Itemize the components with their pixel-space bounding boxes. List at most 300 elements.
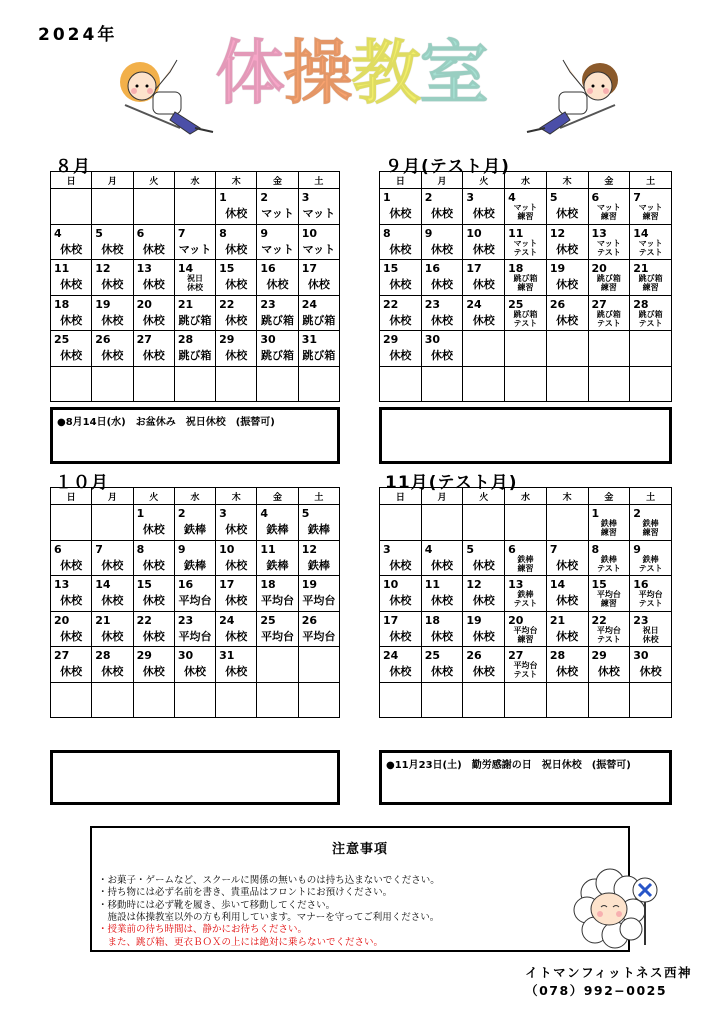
calendar-day-cell bbox=[463, 540, 505, 576]
day-event: 休校 bbox=[142, 594, 165, 607]
day-event: 休校 bbox=[597, 665, 620, 678]
day-event: 鉄棒 テスト bbox=[638, 554, 663, 573]
calendar-day-cell bbox=[380, 611, 422, 647]
day-event: 休校 bbox=[142, 558, 165, 572]
day-number: 5 bbox=[301, 507, 310, 520]
calendar-day-cell bbox=[463, 295, 505, 331]
calendar-week-row bbox=[380, 224, 672, 260]
calendar-week-row bbox=[380, 540, 672, 576]
weekday-header-row bbox=[380, 488, 672, 505]
calendar-day-cell bbox=[133, 505, 174, 541]
caution-item-warning: また、跳び箱、更衣ＢＯＸの上には絶対に乗らないでください。 bbox=[98, 936, 384, 948]
day-number: 4 bbox=[54, 226, 62, 240]
caution-item: ・持ち物には必ず名前を書き、貴重品はフロントにお預けください。 bbox=[98, 887, 393, 899]
calendar-day-cell bbox=[380, 331, 422, 367]
day-number: 6 bbox=[136, 226, 145, 240]
calendar-day-cell bbox=[463, 224, 505, 260]
calendar-day-cell bbox=[588, 295, 630, 331]
day-number: 28 bbox=[549, 649, 566, 662]
calendar-day-cell bbox=[421, 189, 463, 225]
day-number: 3 bbox=[466, 191, 475, 204]
day-number: 8 bbox=[219, 226, 227, 240]
day-event: マット bbox=[178, 242, 212, 256]
calendar-day-cell bbox=[463, 611, 505, 647]
calendar-empty-cell bbox=[216, 366, 257, 402]
day-number: 25 bbox=[260, 613, 276, 627]
day-event: マット テスト bbox=[638, 238, 663, 257]
calendar-week-row bbox=[380, 295, 672, 331]
girl-exercising-illustration bbox=[105, 50, 215, 135]
calendar-october bbox=[50, 487, 340, 718]
calendar-week-row bbox=[51, 576, 340, 612]
day-event: 跳び箱 テスト bbox=[638, 309, 663, 328]
calendar-day-cell bbox=[630, 505, 672, 541]
calendar-week-row bbox=[51, 505, 340, 541]
day-number: 24 bbox=[219, 613, 235, 627]
weekday-header: 火 bbox=[463, 172, 505, 189]
day-event: 平均台 テスト bbox=[513, 661, 538, 680]
day-event: 鉄棒 練習 bbox=[642, 519, 659, 538]
day-event: 休校 bbox=[142, 523, 165, 536]
day-number: 28 bbox=[633, 297, 649, 311]
month-title-august: ８月 bbox=[55, 157, 91, 177]
calendar-week-row bbox=[51, 611, 340, 647]
calendar-day-cell bbox=[505, 540, 547, 576]
day-number: 23 bbox=[260, 297, 276, 311]
calendar-day-cell bbox=[174, 540, 215, 576]
day-number: 16 bbox=[424, 262, 441, 275]
day-event: 休校 bbox=[389, 313, 412, 327]
day-event: 平均台 テスト bbox=[596, 625, 621, 644]
calendar-empty-cell bbox=[588, 366, 630, 402]
day-number: 17 bbox=[466, 262, 482, 275]
calendar-week-row bbox=[380, 505, 672, 541]
calendar-day-cell bbox=[174, 331, 215, 367]
day-event: 休校 bbox=[472, 278, 495, 291]
calendar-day-cell bbox=[133, 647, 174, 683]
day-number: 9 bbox=[177, 542, 186, 556]
day-number: 15 bbox=[136, 578, 152, 591]
day-number: 25 bbox=[508, 297, 524, 311]
day-number: 10 bbox=[301, 226, 317, 240]
day-number: 12 bbox=[301, 542, 317, 556]
calendar-day-cell bbox=[257, 189, 298, 225]
calendar-empty-cell bbox=[257, 647, 298, 683]
caution-item: 施設は体操教室以外の方も利用しています。マナーを守ってご利用ください。 bbox=[98, 912, 440, 924]
day-number: 2 bbox=[633, 507, 641, 520]
calendar-day-cell bbox=[174, 260, 215, 296]
calendar-day-cell bbox=[546, 611, 588, 647]
day-event: 休校 bbox=[639, 665, 662, 678]
calendar-day-cell bbox=[630, 611, 672, 647]
day-event: 休校 bbox=[142, 313, 165, 327]
weekday-header: 月 bbox=[421, 172, 463, 189]
calendar-day-cell bbox=[174, 224, 215, 260]
day-number: 18 bbox=[260, 578, 276, 591]
day-event: 休校 bbox=[472, 207, 495, 220]
day-event: マット テスト bbox=[597, 238, 621, 257]
day-event: 休校 bbox=[389, 558, 412, 572]
day-number: 29 bbox=[591, 649, 607, 662]
calendar-empty-cell bbox=[546, 331, 588, 367]
day-event: 休校 bbox=[389, 629, 412, 643]
weekday-header: 土 bbox=[630, 488, 672, 505]
calendar-day-cell bbox=[505, 295, 547, 331]
day-event: 鉄棒 bbox=[183, 558, 206, 572]
weekday-header: 日 bbox=[380, 488, 422, 505]
calendar-day-cell bbox=[216, 189, 257, 225]
day-number: 17 bbox=[219, 578, 235, 591]
day-event: 跳び箱 bbox=[178, 349, 212, 362]
day-number: 28 bbox=[95, 649, 111, 662]
weekday-header: 水 bbox=[505, 172, 547, 189]
calendar-day-cell bbox=[380, 576, 422, 612]
day-number: 9 bbox=[633, 542, 641, 556]
page-title bbox=[215, 32, 487, 114]
weekday-header: 金 bbox=[257, 172, 298, 189]
calendar-day-cell bbox=[588, 576, 630, 612]
calendar-empty-cell bbox=[505, 366, 547, 402]
day-number: 23 bbox=[424, 297, 441, 311]
day-event: 鉄棒 練習 bbox=[600, 519, 617, 538]
day-event: 休校 bbox=[142, 349, 165, 362]
calendar-empty-cell bbox=[51, 189, 92, 225]
weekday-header: 火 bbox=[133, 172, 174, 189]
day-event: 休校 bbox=[556, 629, 579, 643]
weekday-header: 木 bbox=[546, 488, 588, 505]
calendar-empty-cell bbox=[380, 505, 422, 541]
day-event: 休校 bbox=[431, 558, 454, 572]
weekday-header: 月 bbox=[92, 488, 133, 505]
calendar-day-cell bbox=[421, 611, 463, 647]
day-number: 11 bbox=[260, 542, 276, 556]
day-number: 12 bbox=[95, 262, 111, 275]
calendar-day-cell bbox=[505, 224, 547, 260]
day-number: 25 bbox=[54, 333, 70, 346]
day-event: 平均台 bbox=[302, 629, 336, 643]
calendar-day-cell bbox=[216, 505, 257, 541]
calendar-empty-cell bbox=[630, 331, 672, 367]
day-number: 4 bbox=[260, 507, 269, 520]
day-number: 8 bbox=[591, 542, 600, 556]
calendar-day-cell bbox=[92, 331, 133, 367]
calendar-week-row bbox=[380, 647, 672, 683]
title-char: 操 bbox=[283, 32, 351, 114]
calendar-day-cell bbox=[51, 540, 92, 576]
day-number: 15 bbox=[383, 262, 399, 275]
calendar-day-cell bbox=[505, 260, 547, 296]
calendar-empty-cell bbox=[298, 366, 339, 402]
calendar-empty-cell bbox=[133, 682, 174, 718]
day-event: 平均台 bbox=[261, 594, 295, 607]
day-number: 16 bbox=[633, 578, 649, 591]
calendar-week-row bbox=[380, 331, 672, 367]
calendar-empty-cell bbox=[546, 682, 588, 718]
calendar-empty-cell bbox=[463, 682, 505, 718]
day-number: 8 bbox=[383, 226, 391, 240]
calendar-empty-cell bbox=[505, 505, 547, 541]
day-number: 21 bbox=[633, 262, 649, 275]
caution-list bbox=[92, 875, 628, 949]
weekday-header: 日 bbox=[380, 172, 422, 189]
day-number: 1 bbox=[219, 191, 227, 204]
calendar-empty-cell bbox=[257, 682, 298, 718]
day-event: 休校 bbox=[225, 278, 248, 291]
calendar-day-cell bbox=[174, 295, 215, 331]
calendar-day-cell bbox=[133, 611, 174, 647]
day-event: 休校 bbox=[60, 594, 83, 607]
day-event: 跳び箱 テスト bbox=[596, 309, 621, 328]
day-number: 27 bbox=[136, 333, 152, 346]
calendar-day-cell bbox=[588, 540, 630, 576]
day-number: 16 bbox=[177, 578, 194, 591]
day-number: 21 bbox=[177, 297, 194, 311]
calendar-empty-cell bbox=[463, 505, 505, 541]
calendar-day-cell bbox=[174, 611, 215, 647]
calendar-empty-cell bbox=[51, 505, 92, 541]
day-number: 3 bbox=[301, 191, 310, 204]
calendar-week-row bbox=[51, 366, 340, 402]
day-number: 4 bbox=[508, 191, 516, 204]
calendar-day-cell bbox=[257, 505, 298, 541]
calendar-day-cell bbox=[505, 189, 547, 225]
day-event: 休校 bbox=[225, 313, 248, 327]
day-number: 30 bbox=[177, 649, 194, 662]
calendar-day-cell bbox=[546, 189, 588, 225]
day-event: 休校 bbox=[225, 349, 248, 362]
weekday-header: 木 bbox=[546, 172, 588, 189]
day-number: 18 bbox=[424, 613, 441, 627]
day-number: 9 bbox=[260, 226, 269, 240]
note-box-november: ●11月23日(土) 勤労感謝の日 祝日休校 (振替可) bbox=[379, 750, 672, 805]
day-number: 18 bbox=[54, 297, 70, 311]
day-number: 20 bbox=[54, 613, 70, 627]
day-number: 19 bbox=[549, 262, 566, 275]
weekday-header: 金 bbox=[588, 172, 630, 189]
calendar-empty-cell bbox=[463, 331, 505, 367]
day-number: 13 bbox=[54, 578, 70, 591]
day-event: 休校 bbox=[389, 349, 412, 362]
day-number: 17 bbox=[301, 262, 317, 275]
day-event: 跳び箱 bbox=[302, 349, 336, 362]
day-number: 5 bbox=[466, 542, 475, 556]
day-number: 7 bbox=[633, 191, 641, 204]
calendar-day-cell bbox=[298, 540, 339, 576]
calendar-day-cell bbox=[257, 331, 298, 367]
calendar-day-cell bbox=[133, 260, 174, 296]
weekday-header: 火 bbox=[133, 488, 174, 505]
year-label: 2024年 bbox=[38, 25, 118, 45]
calendar-empty-cell bbox=[174, 682, 215, 718]
day-event: 休校 bbox=[556, 558, 579, 572]
calendar-day-cell bbox=[174, 647, 215, 683]
day-number: 26 bbox=[466, 649, 482, 662]
day-event: 休校 bbox=[60, 629, 83, 643]
weekday-header: 木 bbox=[216, 172, 257, 189]
calendar-week-row bbox=[51, 647, 340, 683]
calendar-empty-cell bbox=[133, 366, 174, 402]
calendar-day-cell bbox=[546, 540, 588, 576]
calendar-day-cell bbox=[298, 505, 339, 541]
day-event: 休校 bbox=[60, 242, 83, 256]
weekday-header: 水 bbox=[505, 488, 547, 505]
weekday-header: 土 bbox=[298, 488, 339, 505]
day-event: 休校 bbox=[556, 242, 579, 256]
day-event: 休校 bbox=[307, 278, 330, 291]
day-number: 13 bbox=[508, 578, 524, 591]
day-event: 休校 bbox=[431, 594, 454, 607]
calendar-day-cell bbox=[216, 295, 257, 331]
day-event: 休校 bbox=[431, 278, 454, 291]
day-event: 鉄棒 テスト bbox=[597, 554, 621, 573]
day-number: 11 bbox=[508, 226, 524, 240]
calendar-day-cell bbox=[92, 540, 133, 576]
day-event: 休校 bbox=[472, 313, 495, 327]
day-number: 14 bbox=[549, 578, 566, 591]
calendar-day-cell bbox=[421, 260, 463, 296]
calendar-empty-cell bbox=[92, 189, 133, 225]
day-number: 20 bbox=[591, 262, 607, 275]
day-event: 休校 bbox=[472, 665, 495, 678]
calendar-day-cell bbox=[546, 260, 588, 296]
day-event: 鉄棒 bbox=[266, 558, 289, 572]
day-event: 休校 bbox=[101, 278, 124, 291]
day-number: 28 bbox=[177, 333, 194, 346]
calendar-day-cell bbox=[421, 576, 463, 612]
calendar-day-cell bbox=[380, 189, 422, 225]
day-number: 1 bbox=[383, 191, 391, 204]
sheep-mascot-illustration bbox=[565, 855, 665, 955]
day-number: 20 bbox=[508, 613, 524, 627]
day-number: 2 bbox=[260, 191, 269, 204]
calendar-empty-cell bbox=[421, 682, 463, 718]
calendar-day-cell bbox=[51, 331, 92, 367]
day-number: 13 bbox=[591, 226, 607, 240]
day-event: 休校 bbox=[472, 629, 495, 643]
calendar-day-cell bbox=[298, 224, 339, 260]
calendar-day-cell bbox=[588, 505, 630, 541]
day-event: マット 練習 bbox=[513, 203, 538, 222]
calendar-day-cell bbox=[546, 224, 588, 260]
calendar-day-cell bbox=[216, 611, 257, 647]
calendar-day-cell bbox=[630, 224, 672, 260]
caution-item-warning: ・授業前の待ち時間は、静かにお待ちください。 bbox=[98, 924, 308, 936]
day-number: 11 bbox=[424, 578, 441, 591]
title-char: 室 bbox=[419, 32, 487, 114]
day-number: 11 bbox=[54, 262, 70, 275]
day-event: 休校 bbox=[389, 207, 412, 220]
calendar-day-cell bbox=[51, 260, 92, 296]
day-event: 休校 bbox=[431, 242, 454, 256]
calendar-day-cell bbox=[546, 647, 588, 683]
calendar-empty-cell bbox=[588, 331, 630, 367]
day-event: 休校 bbox=[389, 594, 412, 607]
day-number: 16 bbox=[260, 262, 276, 275]
day-number: 14 bbox=[177, 262, 194, 275]
calendar-empty-cell bbox=[51, 366, 92, 402]
day-number: 29 bbox=[136, 649, 152, 662]
calendar-day-cell bbox=[298, 611, 339, 647]
calendar-day-cell bbox=[298, 189, 339, 225]
calendar-november bbox=[379, 487, 672, 718]
day-event: 平均台 bbox=[302, 594, 336, 607]
day-event: 休校 bbox=[60, 313, 83, 327]
day-event: 休校 bbox=[556, 594, 579, 607]
day-event: 休校 bbox=[101, 629, 124, 643]
calendar-day-cell bbox=[298, 576, 339, 612]
day-event: 休校 bbox=[556, 313, 579, 327]
day-number: 2 bbox=[177, 507, 186, 520]
day-event: 跳び箱 練習 bbox=[596, 274, 621, 293]
calendar-day-cell bbox=[421, 331, 463, 367]
calendar-week-row bbox=[380, 260, 672, 296]
calendar-day-cell bbox=[133, 295, 174, 331]
day-event: 休校 bbox=[556, 278, 579, 291]
day-event: 平均台 bbox=[178, 594, 212, 607]
day-number: 1 bbox=[136, 507, 145, 520]
calendar-day-cell bbox=[51, 295, 92, 331]
day-number: 6 bbox=[54, 542, 62, 556]
calendar-day-cell bbox=[630, 189, 672, 225]
day-event: マット bbox=[302, 207, 336, 220]
day-number: 19 bbox=[466, 613, 482, 627]
day-event: 休校 bbox=[431, 349, 454, 362]
calendar-empty-cell bbox=[505, 331, 547, 367]
day-number: 12 bbox=[549, 226, 566, 240]
day-event: マット 練習 bbox=[638, 203, 663, 222]
day-number: 27 bbox=[591, 297, 607, 311]
day-number: 24 bbox=[466, 297, 482, 311]
day-event: 平均台 練習 bbox=[513, 625, 538, 644]
weekday-header: 水 bbox=[174, 488, 215, 505]
day-number: 26 bbox=[549, 297, 566, 311]
calendar-empty-cell bbox=[588, 682, 630, 718]
weekday-header: 月 bbox=[92, 172, 133, 189]
calendar-day-cell bbox=[92, 647, 133, 683]
day-event: 平均台 テスト bbox=[638, 590, 663, 609]
day-number: 22 bbox=[219, 297, 235, 311]
day-event: 休校 bbox=[142, 278, 165, 291]
calendar-day-cell bbox=[298, 260, 339, 296]
day-event: 休校 bbox=[101, 665, 124, 678]
day-event: 平均台 bbox=[178, 629, 212, 643]
footer-contact bbox=[525, 964, 692, 1000]
day-event: 休校 bbox=[101, 349, 124, 362]
day-event: 跳び箱 bbox=[261, 349, 295, 362]
day-number: 24 bbox=[383, 649, 399, 662]
calendar-day-cell bbox=[421, 540, 463, 576]
day-event: 休校 bbox=[225, 242, 248, 256]
calendar-day-cell bbox=[133, 576, 174, 612]
calendar-day-cell bbox=[216, 540, 257, 576]
calendar-week-row bbox=[380, 682, 672, 718]
day-number: 22 bbox=[383, 297, 399, 311]
day-event: 休校 bbox=[101, 313, 124, 327]
calendar-day-cell bbox=[92, 224, 133, 260]
day-number: 13 bbox=[136, 262, 152, 275]
calendar-day-cell bbox=[174, 576, 215, 612]
calendar-day-cell bbox=[630, 260, 672, 296]
day-event: 跳び箱 練習 bbox=[513, 274, 538, 293]
day-event: 休校 bbox=[225, 665, 248, 678]
note-box-october bbox=[50, 750, 340, 805]
calendar-empty-cell bbox=[92, 366, 133, 402]
calendar-empty-cell bbox=[630, 682, 672, 718]
calendar-day-cell bbox=[588, 189, 630, 225]
calendar-empty-cell bbox=[257, 366, 298, 402]
day-number: 1 bbox=[591, 507, 600, 520]
calendar-empty-cell bbox=[463, 366, 505, 402]
